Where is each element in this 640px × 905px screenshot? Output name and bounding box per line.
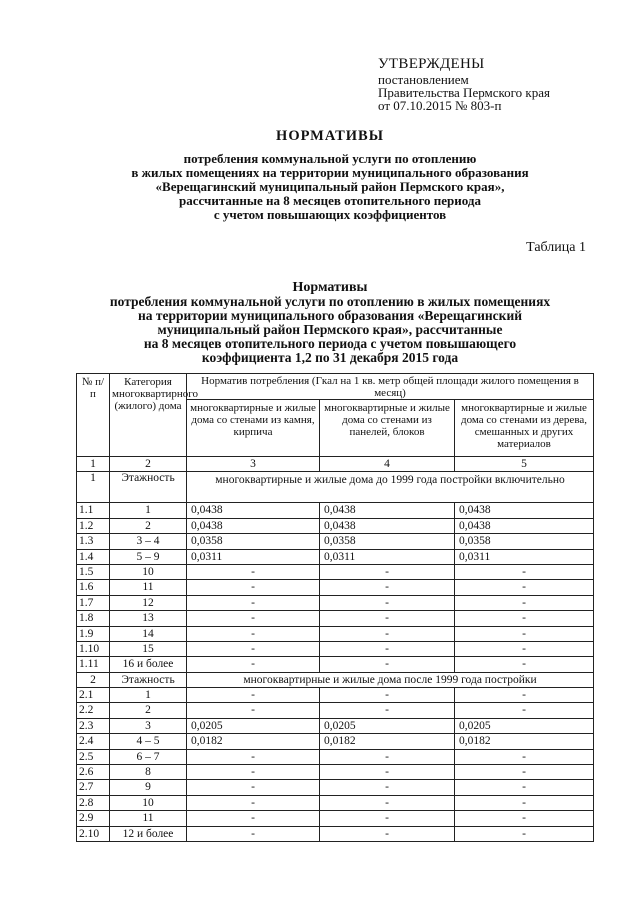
approval-line: от 07.10.2015 № 803-п [378, 98, 502, 113]
row-floors: 11 [110, 811, 187, 826]
table-row [77, 564, 594, 579]
row-number: 2.2 [77, 703, 110, 718]
row-wood-value: - [455, 611, 594, 626]
row-floors: 1 [110, 688, 187, 703]
col-number: 5 [455, 457, 594, 472]
heading-line: потребления коммунальной услуги по отоплению [183, 151, 477, 166]
row-panel-value: 0,0358 [320, 534, 455, 549]
row-number: 1.4 [77, 549, 110, 564]
approval-title: УТВЕРЖДЕНЫ [378, 56, 485, 72]
row-wood-value: - [455, 765, 594, 780]
row-stone-value: - [187, 595, 320, 610]
row-number: 1.2 [77, 518, 110, 533]
table-row [77, 765, 594, 780]
row-panel-value: - [320, 765, 455, 780]
row-floors: 3 [110, 718, 187, 733]
row-floors: 3 – 4 [110, 534, 187, 549]
row-panel-value: - [320, 564, 455, 579]
row-wood-value: - [455, 826, 594, 841]
section-title: многоквартирные и жилые дома после 1999 года постройки [187, 672, 594, 687]
row-wood-value: - [455, 595, 594, 610]
norms-table [76, 373, 594, 842]
row-number: 2.1 [77, 688, 110, 703]
row-wood-value: - [455, 811, 594, 826]
col-number: 2 [110, 457, 187, 472]
header-wood: многоквартирные и жилые дома со стенами из дерева, смешанных и других материалов [455, 400, 594, 457]
row-floors: 13 [110, 611, 187, 626]
row-stone-value: 0,0358 [187, 534, 320, 549]
row-stone-value: - [187, 611, 320, 626]
row-wood-value: - [455, 657, 594, 672]
row-floors: 15 [110, 641, 187, 656]
row-stone-value: - [187, 749, 320, 764]
table-row [77, 595, 594, 610]
row-panel-value: - [320, 826, 455, 841]
row-stone-value: 0,0205 [187, 718, 320, 733]
table-title: Нормативы [292, 280, 368, 295]
table-row [77, 734, 594, 749]
row-number: 2.6 [77, 765, 110, 780]
col-number: 3 [187, 457, 320, 472]
row-stone-value: - [187, 564, 320, 579]
table-title-line: на 8 месяцев отопительного периода с учетом повышающего [143, 336, 517, 351]
col-number: 4 [320, 457, 455, 472]
table-row [77, 611, 594, 626]
header-panel: многоквартирные и жилые дома со стенами из панелей, блоков [320, 400, 455, 457]
row-panel-value: - [320, 688, 455, 703]
row-number: 2.7 [77, 780, 110, 795]
row-number: 1.9 [77, 626, 110, 641]
heading-line: рассчитанные на 8 месяцев отопительного периода [179, 193, 481, 208]
row-floors: 1 [110, 503, 187, 518]
row-panel-value: - [320, 780, 455, 795]
header-norm: Норматив потребления (Гкал на 1 кв. метр общей площади жилого помещения в месяц) [187, 374, 594, 400]
row-wood-value: 0,0311 [455, 549, 594, 564]
table-row [77, 518, 594, 533]
row-wood-value: - [455, 641, 594, 656]
row-number: 1.10 [77, 641, 110, 656]
row-wood-value: - [455, 580, 594, 595]
row-panel-value: - [320, 749, 455, 764]
row-stone-value: - [187, 826, 320, 841]
table-row [77, 749, 594, 764]
row-floors: 11 [110, 580, 187, 595]
row-floors: 6 – 7 [110, 749, 187, 764]
row-panel-value: - [320, 703, 455, 718]
row-wood-value: - [455, 564, 594, 579]
table-title-line: муниципальный район Пермского края», рассчитанные [157, 322, 503, 337]
row-stone-value: - [187, 657, 320, 672]
row-stone-value: - [187, 688, 320, 703]
row-number: 2.4 [77, 734, 110, 749]
row-wood-value: 0,0182 [455, 734, 594, 749]
row-wood-value: - [455, 749, 594, 764]
table-title-line: на территории муниципального образования «Верещагинский [137, 308, 523, 323]
row-stone-value: 0,0438 [187, 503, 320, 518]
row-stone-value: 0,0438 [187, 518, 320, 533]
row-stone-value: 0,0311 [187, 549, 320, 564]
row-wood-value: - [455, 626, 594, 641]
row-floors: 14 [110, 626, 187, 641]
document-heading [60, 128, 600, 222]
table-row [77, 641, 594, 656]
row-floors: 8 [110, 765, 187, 780]
table-label: Таблица 1 [526, 240, 586, 255]
table-title-line: коэффициента 1,2 по 31 декабря 2015 года [201, 350, 459, 365]
row-stone-value: - [187, 795, 320, 810]
table-heading [50, 280, 610, 365]
table-row [77, 795, 594, 810]
row-panel-value: 0,0205 [320, 718, 455, 733]
row-panel-value: 0,0311 [320, 549, 455, 564]
table-row [77, 549, 594, 564]
row-floors: 16 и более [110, 657, 187, 672]
row-wood-value: - [455, 780, 594, 795]
table-row [77, 718, 594, 733]
row-wood-value: 0,0438 [455, 518, 594, 533]
row-floors: 10 [110, 795, 187, 810]
heading-line: «Верещагинский муниципальный район Пермского края», [155, 179, 505, 194]
row-panel-value: - [320, 811, 455, 826]
table-row [77, 688, 594, 703]
section-label: Этажность [110, 672, 187, 687]
row-floors: 5 – 9 [110, 549, 187, 564]
approval-line: постановлением [378, 72, 469, 87]
row-floors: 2 [110, 518, 187, 533]
row-floors: 12 [110, 595, 187, 610]
row-wood-value: - [455, 795, 594, 810]
row-stone-value: - [187, 780, 320, 795]
row-number: 1.6 [77, 580, 110, 595]
row-stone-value: - [187, 811, 320, 826]
row-stone-value: - [187, 626, 320, 641]
header-category: Категория многоквартирного (жилого) дома [110, 374, 187, 457]
row-wood-value: - [455, 688, 594, 703]
table-title-line: потребления коммунальной услуги по отоплению в жилых помещениях [109, 294, 551, 309]
row-wood-value: 0,0358 [455, 534, 594, 549]
row-panel-value: 0,0182 [320, 734, 455, 749]
row-floors: 12 и более [110, 826, 187, 841]
row-number: 1.8 [77, 611, 110, 626]
row-stone-value: 0,0182 [187, 734, 320, 749]
table-row [77, 826, 594, 841]
table-row [77, 657, 594, 672]
section-label: Этажность [110, 472, 187, 503]
section-num: 1 [77, 472, 110, 503]
header-stone: многоквартирные и жилые дома со стенами из камня, кирпича [187, 400, 320, 457]
row-wood-value: 0,0438 [455, 503, 594, 518]
table-row [77, 503, 594, 518]
section-title: многоквартирные и жилые дома до 1999 года постройки включительно [187, 472, 594, 503]
row-panel-value: - [320, 641, 455, 656]
table-row [77, 534, 594, 549]
header-num: № п/п [77, 374, 110, 457]
row-panel-value: 0,0438 [320, 518, 455, 533]
table-row [77, 703, 594, 718]
row-number: 2.10 [77, 826, 110, 841]
table-row [77, 780, 594, 795]
row-number: 2.9 [77, 811, 110, 826]
row-stone-value: - [187, 580, 320, 595]
approval-line: Правительства Пермского края [378, 85, 550, 100]
row-floors: 4 – 5 [110, 734, 187, 749]
row-number: 1.3 [77, 534, 110, 549]
row-panel-value: - [320, 657, 455, 672]
row-panel-value: - [320, 580, 455, 595]
col-number: 1 [77, 457, 110, 472]
heading-line: с учетом повышающих коэффициентов [213, 207, 447, 222]
row-number: 1.7 [77, 595, 110, 610]
row-floors: 2 [110, 703, 187, 718]
row-panel-value: - [320, 611, 455, 626]
row-stone-value: - [187, 765, 320, 780]
row-number: 1.1 [77, 503, 110, 518]
row-panel-value: - [320, 795, 455, 810]
row-stone-value: - [187, 703, 320, 718]
row-stone-value: - [187, 641, 320, 656]
row-floors: 10 [110, 564, 187, 579]
approval-block [378, 56, 608, 112]
row-wood-value: 0,0205 [455, 718, 594, 733]
heading-line: в жилых помещениях на территории муниципального образования [131, 165, 529, 180]
row-wood-value: - [455, 703, 594, 718]
row-number: 2.5 [77, 749, 110, 764]
row-number: 2.8 [77, 795, 110, 810]
row-number: 2.3 [77, 718, 110, 733]
row-floors: 9 [110, 780, 187, 795]
table-row [77, 626, 594, 641]
row-panel-value: 0,0438 [320, 503, 455, 518]
row-panel-value: - [320, 595, 455, 610]
row-panel-value: - [320, 626, 455, 641]
table-row [77, 580, 594, 595]
row-number: 1.11 [77, 657, 110, 672]
document-title: НОРМАТИВЫ [276, 128, 384, 144]
row-number: 1.5 [77, 564, 110, 579]
section-num: 2 [77, 672, 110, 687]
table-row [77, 811, 594, 826]
